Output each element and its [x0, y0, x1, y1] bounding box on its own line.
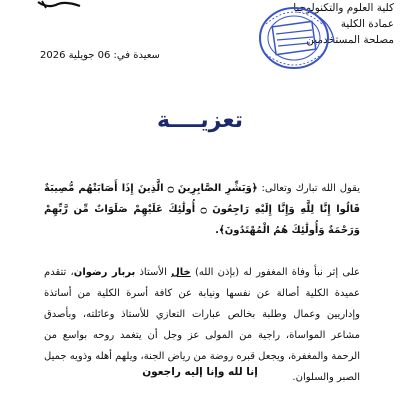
document-date: سعيدة في: 06 جويلية 2026	[40, 50, 160, 61]
professor-name: بربار رضوان	[73, 267, 136, 278]
deanery-name: عمادة الكلية	[340, 18, 394, 30]
official-stamp	[252, 2, 342, 72]
closing-phrase: إنا لله وإنا إليه راجعون	[142, 366, 258, 378]
condolence-part-1: على إثر نبأ وفاة المغفور له (بإذن الله)	[190, 267, 360, 278]
department-name: مصلحة المستخدمين	[306, 34, 394, 46]
relation-word: خال	[171, 267, 191, 278]
verse-paragraph	[44, 178, 360, 241]
faculty-name: كلية العلوم والتكنولوجيا	[293, 2, 394, 14]
page-title: تعزيــــة	[156, 108, 244, 133]
quran-verse: ﴿وَبَشِّرِ الصَّابِرِينَ ۝ الَّذِينَ إِذَا أَصَابَتْهُم مُّصِيبَةٌ قَالُوا إِنَّا لِلَّهِ وَإِنَّا إِلَيْهِ رَاجِعُونَ ۝ أُولَٰئِكَ عَلَيْهِمْ صَلَوَاتٌ مِّن رَّبِّهِمْ وَرَحْمَةٌ وَأُولَٰئِكَ هُمُ الْمُهْتَدُونَ﴾.	[44, 183, 361, 236]
university-logo-fragment	[36, 0, 82, 10]
verse-intro: يقول الله تبارك وتعالى:	[257, 183, 360, 194]
condolence-part-2: الأستاذ	[135, 267, 172, 278]
condolence-part-3: ، تتقدم عميدة الكلية أصالة عن نفسها ونيابة عن كافة أسرة الكلية من أساتذة وإداريين وعمال وطلبة بخالص عبارات التعازي للأستاذ وعائلته، وبأصدق مشاعر المواساة، راجية من المولى عز وجل أن يتغمد روحه بواسع من الرحمة والمغفرة، ويجعل قبره روضة من رياض الجنة، ويلهم أهله وذويه جميل الصبر والسلوان.	[44, 267, 360, 383]
